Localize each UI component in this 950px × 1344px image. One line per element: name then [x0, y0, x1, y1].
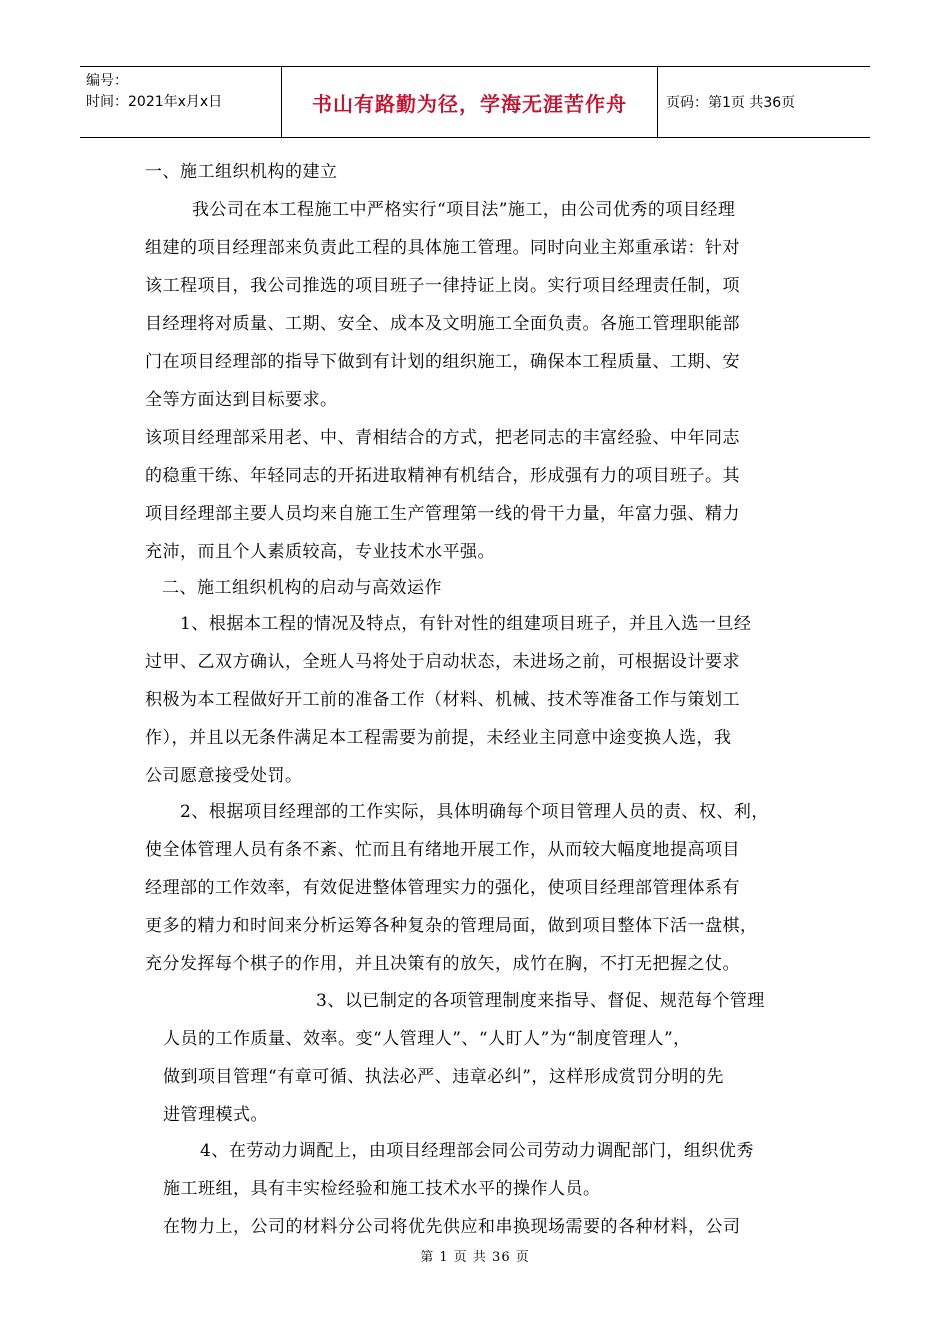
- paragraph-line: 在物力上，公司的材料分公司将优先供应和串换现场需要的各种材料，公司: [163, 1217, 741, 1237]
- paragraph-line: 过甲、乙双方确认，全班人马将处于启动状态，未进场之前，可根据设计要求: [145, 652, 740, 672]
- paragraph-line: 该项目经理部采用老、中、青相结合的方式，把老同志的丰富经验、中年同志: [145, 428, 740, 448]
- paragraph-line: 组建的项目经理部来负责此工程的具体施工管理。同时向业主郑重承诺：针对: [145, 238, 740, 258]
- paragraph-line: 的稳重干练、年轻同志的开拓进取精神有机结合，形成强有力的项目班子。其: [145, 466, 740, 486]
- paragraph-line: 使全体管理人员有条不紊、忙而且有绪地开展工作，从而较大幅度地提高项目: [145, 840, 740, 860]
- paragraph-line: 更多的精力和时间来分析运筹各种复杂的管理局面，做到项目整体下活一盘棋，: [145, 916, 758, 936]
- paragraph-line: 做到项目管理“有章可循、执法必严、违章必纠”，这样形成赏罚分明的先: [163, 1067, 724, 1087]
- paragraph-line: 进管理模式。: [163, 1105, 268, 1125]
- paragraph-line: 经理部的工作效率，有效促进整体管理实力的强化，使项目经理部管理体系有: [145, 878, 740, 898]
- header-page-number: 页码：第1页 共36页: [666, 95, 796, 111]
- paragraph-line: 该工程项目，我公司推选的项目班子一律持证上岗。实行项目经理责任制，项: [145, 276, 740, 296]
- page-footer: 第 1 页 共 36 页: [420, 1250, 530, 1265]
- paragraph-line: 全等方面达到目标要求。: [145, 390, 338, 410]
- paragraph-line: 施工班组，具有丰实检经验和施工技术水平的操作人员。: [163, 1179, 601, 1199]
- paragraph-line: 积极为本工程做好开工前的准备工作（材料、机械、技术等准备工作与策划工: [145, 690, 740, 710]
- paragraph-line: 目经理将对质量、工期、安全、成本及文明施工全面负责。各施工管理职能部: [145, 314, 740, 334]
- paragraph-line: 充分发挥每个棋子的作用，并且决策有的放矢，成竹在胸，不打无把握之仗。: [145, 954, 740, 974]
- paragraph-line: 充沛，而且个人素质较高，专业技术水平强。: [145, 542, 495, 562]
- section-heading: 二、施工组织机构的启动与高效运作: [162, 578, 442, 598]
- section-heading: 一、施工组织机构的建立: [145, 162, 338, 182]
- paragraph-line: 公司愿意接受处罚。: [145, 766, 303, 786]
- document-number-label: 编号：: [86, 73, 128, 89]
- paragraph-line: 人员的工作质量、效率。变“人管理人”、“人盯人”为“制度管理人”，: [163, 1029, 691, 1049]
- paragraph-line: 我公司在本工程施工中严格实行“项目法”施工，由公司优秀的项目经理: [192, 200, 736, 220]
- paragraph-line: 门在项目经理部的指导下做到有计划的组织施工，确保本工程质量、工期、安: [145, 352, 740, 372]
- paragraph-line: 2、根据项目经理部的工作实际，具体明确每个项目管理人员的责、权、利，: [180, 802, 769, 822]
- paragraph-line: 4、在劳动力调配上，由项目经理部会同公司劳动力调配部门，组织优秀: [200, 1141, 754, 1161]
- document-time-label: 时间：2021年x月x日: [86, 94, 223, 110]
- paragraph-line: 作），并且以无条件满足本工程需要为前提，未经业主同意中途变换人选，我: [145, 728, 732, 748]
- header-motto: 书山有路勤为径，学海无涯苦作舟: [282, 67, 658, 137]
- paragraph-line: 3、以已制定的各项管理制度来指导、督促、规范每个管理: [316, 991, 765, 1011]
- paragraph-line: 项目经理部主要人员均来自施工生产管理第一线的骨干力量，年富力强、精力: [145, 504, 740, 524]
- header-meta-cell: [80, 67, 282, 137]
- document-header: [80, 66, 870, 138]
- paragraph-line: 1、根据本工程的情况及特点，有针对性的组建项目班子，并且入选一旦经: [180, 614, 752, 634]
